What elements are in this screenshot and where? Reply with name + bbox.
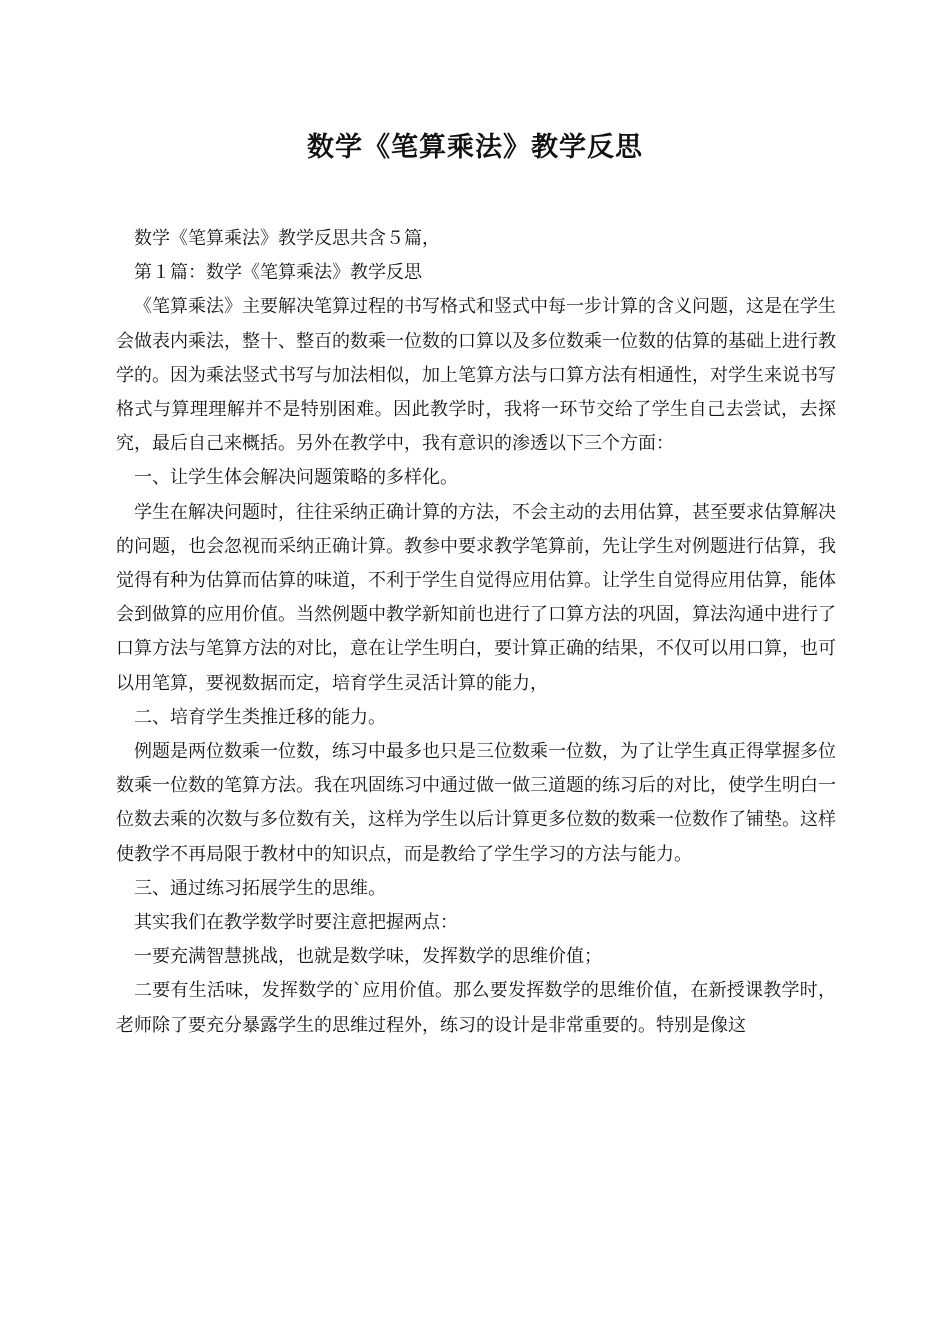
paragraph-body: 其实我们在教学数学时要注意把握两点： — [134, 912, 458, 934]
paragraph-body: 学生在解决问题时，往往采纳正确计算的方法，不会主动的去用估算，甚至要求估算解决的问题，也会忽视而采纳正确计算。教参中要求教学笔算前，先让学生对例题进行估算，我觉得有种为估算而估算的味道，不利于学生自觉得应用估算。让学生自觉得应用估算，能体会到做算的应用价值。当然例题中教学新知前也进行了口算方法的巩固，算法沟通中进行了口算方法与笔算方法的对比，意在让学生明白，要计算正确的结果，不仅可以用口算，也可以用笔算，要视数据而定，培育学生灵活计算的能力， — [116, 501, 836, 694]
paragraph-point-heading: 三、通过练习拓展学生的思维。 — [134, 877, 386, 899]
paragraph-point-heading: 一、让学生体会解决问题策略的多样化。 — [134, 467, 458, 489]
paragraph-body: 一要充满智慧挑战，也就是数学味，发挥数学的思维价值； — [134, 946, 602, 968]
document-title: 数学《笔算乘法》教学反思 — [307, 132, 643, 163]
paragraph-section-heading: 第１篇：数学《笔算乘法》教学反思 — [134, 262, 422, 284]
paragraph-body: 例题是两位数乘一位数，练习中最多也只是三位数乘一位数，为了让学生真正得掌握多位数乘一位数的笔算方法。我在巩固练习中通过做一做三道题的练习后的对比，使学生明白一位数去乘的次数与多位数有关，这样为学生以后计算更多位数的数乘一位数作了铺垫。这样使教学不再局限于教材中的知识点，而是教给了学生学习的方法与能力。 — [116, 741, 836, 865]
document-body — [116, 222, 836, 1043]
paragraph-body: 二要有生活味，发挥数学的`应用价值。那么要发挥数学的思维价值，在新授课教学时，老师除了要充分暴露学生的思维过程外，练习的设计是非常重要的。特别是像这 — [116, 980, 836, 1036]
paragraph-body: 《笔算乘法》主要解决笔算过程的书写格式和竖式中每一步计算的含义问题，这是在学生会做表内乘法，整十、整百的数乘一位数的口算以及多位数乘一位数的估算的基础上进行教学的。因为乘法竖式书写与加法相似，加上笔算方法与口算方法有相通性，对学生来说书写格式与算理理解并不是特别困难。因此教学时，我将一环节交给了学生自己去尝试，去探究，最后自己来概括。另外在教学中，我有意识的渗透以下三个方面： — [116, 296, 836, 455]
paragraph-point-heading: 二、培育学生类推迁移的能力。 — [134, 706, 386, 728]
paragraph-intro: 数学《笔算乘法》教学反思共含５篇， — [134, 228, 440, 249]
